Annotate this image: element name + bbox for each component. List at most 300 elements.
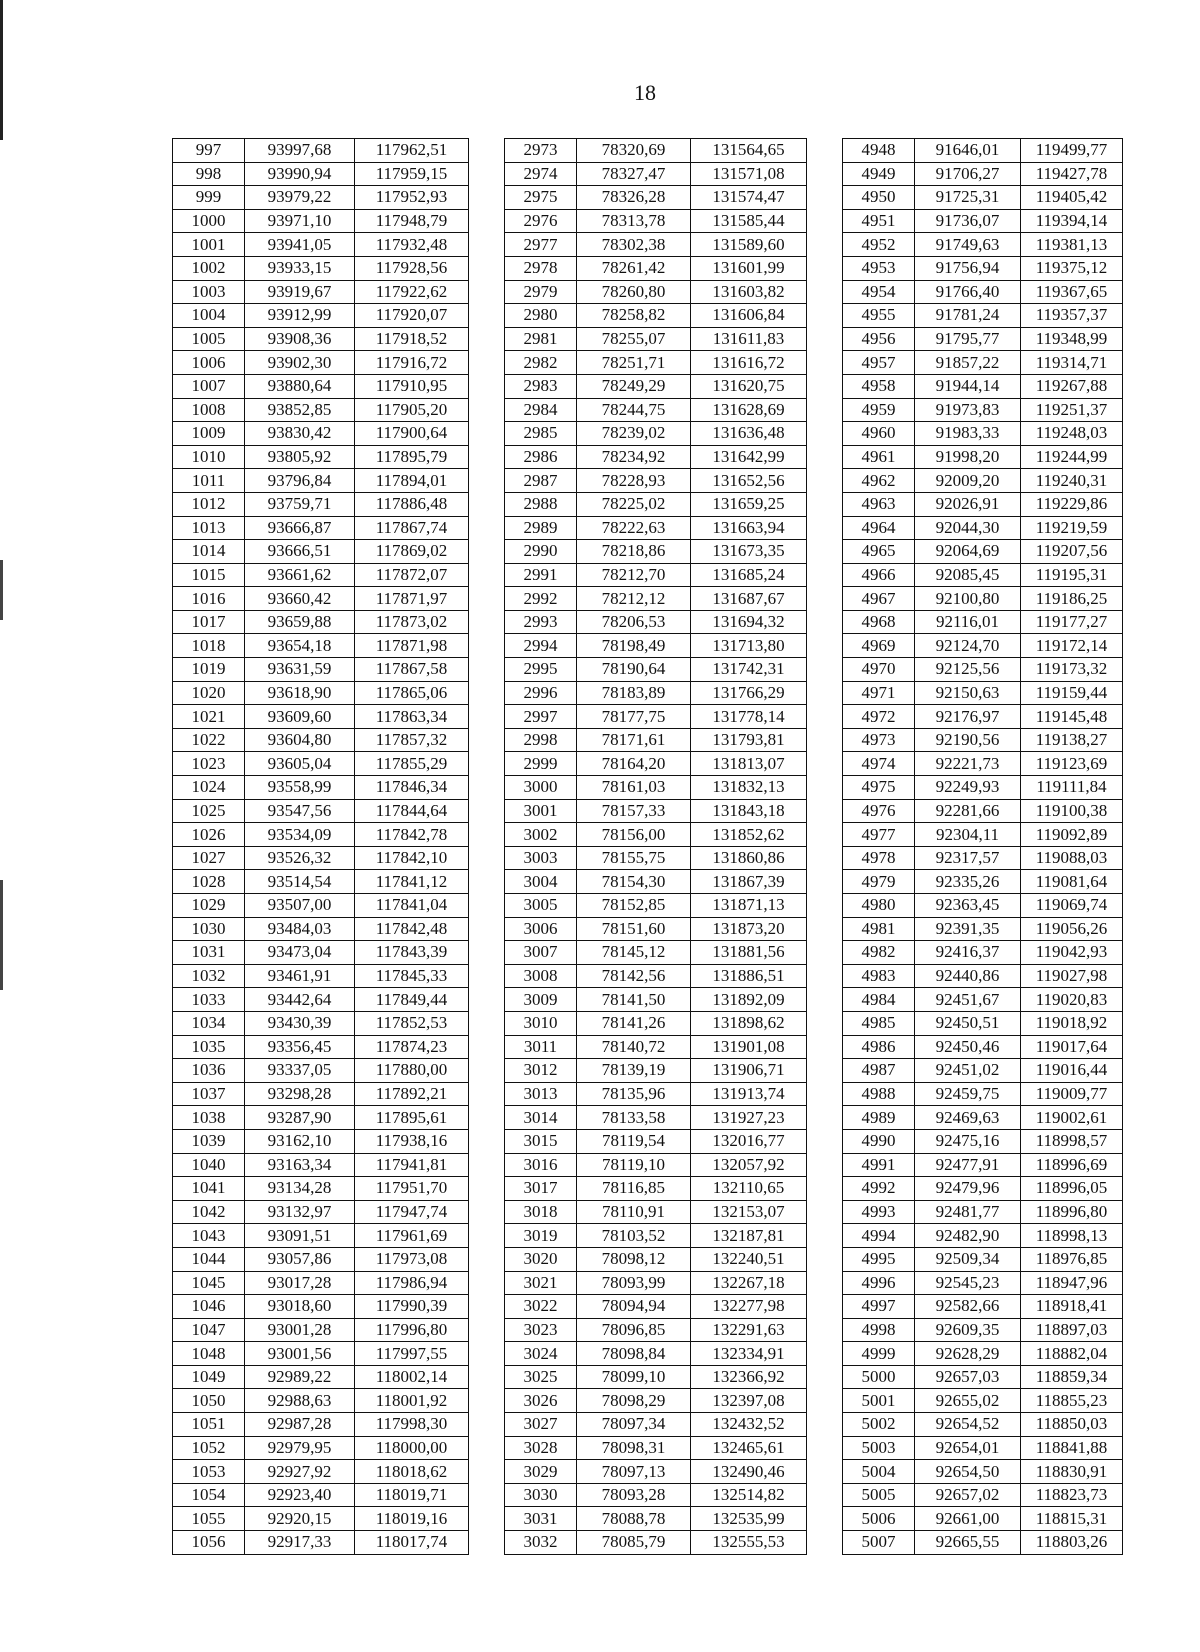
- column-gap: [807, 162, 843, 186]
- x-coordinate-cell-block-1: 93912,99: [245, 304, 355, 328]
- table-row: [173, 1177, 1123, 1201]
- point-number-cell-block-1: 1016: [173, 587, 245, 611]
- point-number-cell-block-2: 2973: [505, 139, 577, 163]
- y-coordinate-cell-block-3: 118947,96: [1021, 1271, 1123, 1295]
- table-row: [173, 705, 1123, 729]
- y-coordinate-cell-block-3: 119092,89: [1021, 823, 1123, 847]
- point-number-cell-block-3: 4973: [843, 728, 915, 752]
- column-gap: [807, 705, 843, 729]
- x-coordinate-cell-block-2: 78198,49: [577, 634, 691, 658]
- x-coordinate-cell-block-2: 78249,29: [577, 374, 691, 398]
- x-coordinate-cell-block-3: 92176,97: [915, 705, 1021, 729]
- column-gap: [807, 469, 843, 493]
- column-gap: [807, 917, 843, 941]
- point-number-cell-block-3: 4978: [843, 846, 915, 870]
- y-coordinate-cell-block-3: 118897,03: [1021, 1318, 1123, 1342]
- column-gap: [469, 870, 505, 894]
- column-gap: [469, 162, 505, 186]
- point-number-cell-block-1: 1023: [173, 752, 245, 776]
- x-coordinate-cell-block-1: 93604,80: [245, 728, 355, 752]
- point-number-cell-block-3: 4972: [843, 705, 915, 729]
- y-coordinate-cell-block-3: 119240,31: [1021, 469, 1123, 493]
- x-coordinate-cell-block-2: 78222,63: [577, 516, 691, 540]
- table-row: [173, 941, 1123, 965]
- column-gap: [469, 1106, 505, 1130]
- column-gap: [807, 445, 843, 469]
- column-gap: [469, 1177, 505, 1201]
- y-coordinate-cell-block-3: 119018,92: [1021, 1011, 1123, 1035]
- column-gap: [807, 1224, 843, 1248]
- point-number-cell-block-2: 2980: [505, 304, 577, 328]
- y-coordinate-cell-block-2: 131694,32: [691, 610, 807, 634]
- point-number-cell-block-3: 4999: [843, 1342, 915, 1366]
- column-gap: [807, 1177, 843, 1201]
- point-number-cell-block-3: 4989: [843, 1106, 915, 1130]
- y-coordinate-cell-block-1: 118017,74: [355, 1531, 469, 1555]
- point-number-cell-block-1: 1014: [173, 540, 245, 564]
- x-coordinate-cell-block-1: 93547,56: [245, 799, 355, 823]
- table-row: [173, 233, 1123, 257]
- y-coordinate-cell-block-2: 131564,65: [691, 139, 807, 163]
- y-coordinate-cell-block-3: 118996,80: [1021, 1200, 1123, 1224]
- table-row: [173, 422, 1123, 446]
- point-number-cell-block-3: 4967: [843, 587, 915, 611]
- point-number-cell-block-1: 1056: [173, 1531, 245, 1555]
- y-coordinate-cell-block-3: 118976,85: [1021, 1247, 1123, 1271]
- y-coordinate-cell-block-2: 132535,99: [691, 1507, 807, 1531]
- y-coordinate-cell-block-3: 119017,64: [1021, 1035, 1123, 1059]
- x-coordinate-cell-block-3: 92416,37: [915, 941, 1021, 965]
- y-coordinate-cell-block-1: 117844,64: [355, 799, 469, 823]
- column-gap: [807, 351, 843, 375]
- point-number-cell-block-3: 4964: [843, 516, 915, 540]
- point-number-cell-block-2: 3010: [505, 1011, 577, 1035]
- x-coordinate-cell-block-1: 93908,36: [245, 327, 355, 351]
- y-coordinate-cell-block-2: 131860,86: [691, 846, 807, 870]
- y-coordinate-cell-block-1: 117841,12: [355, 870, 469, 894]
- y-coordinate-cell-block-3: 119499,77: [1021, 139, 1123, 163]
- y-coordinate-cell-block-1: 117996,80: [355, 1318, 469, 1342]
- point-number-cell-block-2: 2984: [505, 398, 577, 422]
- column-gap: [469, 256, 505, 280]
- table-row: [173, 1413, 1123, 1437]
- y-coordinate-cell-block-1: 117932,48: [355, 233, 469, 257]
- point-number-cell-block-3: 4966: [843, 563, 915, 587]
- y-coordinate-cell-block-2: 131832,13: [691, 776, 807, 800]
- point-number-cell-block-1: 1008: [173, 398, 245, 422]
- y-coordinate-cell-block-1: 117962,51: [355, 139, 469, 163]
- y-coordinate-cell-block-1: 117880,00: [355, 1059, 469, 1083]
- x-coordinate-cell-block-3: 92475,16: [915, 1129, 1021, 1153]
- column-gap: [469, 964, 505, 988]
- point-number-cell-block-1: 1049: [173, 1365, 245, 1389]
- column-gap: [469, 492, 505, 516]
- table-row: [173, 1200, 1123, 1224]
- table-row: [173, 1011, 1123, 1035]
- column-gap: [469, 1082, 505, 1106]
- x-coordinate-cell-block-3: 92545,23: [915, 1271, 1021, 1295]
- x-coordinate-cell-block-3: 91749,63: [915, 233, 1021, 257]
- table-row: [173, 634, 1123, 658]
- y-coordinate-cell-block-1: 117865,06: [355, 681, 469, 705]
- x-coordinate-cell-block-2: 78258,82: [577, 304, 691, 328]
- y-coordinate-cell-block-1: 117874,23: [355, 1035, 469, 1059]
- column-gap: [807, 374, 843, 398]
- column-gap: [469, 917, 505, 941]
- table-row: [173, 351, 1123, 375]
- y-coordinate-cell-block-1: 117900,64: [355, 422, 469, 446]
- x-coordinate-cell-block-3: 92477,91: [915, 1153, 1021, 1177]
- y-coordinate-cell-block-1: 117938,16: [355, 1129, 469, 1153]
- y-coordinate-cell-block-2: 132514,82: [691, 1483, 807, 1507]
- point-number-cell-block-3: 4996: [843, 1271, 915, 1295]
- point-number-cell-block-2: 3021: [505, 1271, 577, 1295]
- y-coordinate-cell-block-2: 131793,81: [691, 728, 807, 752]
- y-coordinate-cell-block-1: 117916,72: [355, 351, 469, 375]
- point-number-cell-block-3: 4979: [843, 870, 915, 894]
- point-number-cell-block-1: 1044: [173, 1247, 245, 1271]
- x-coordinate-cell-block-3: 92085,45: [915, 563, 1021, 587]
- table-row: [173, 1082, 1123, 1106]
- column-gap: [469, 422, 505, 446]
- y-coordinate-cell-block-2: 131601,99: [691, 256, 807, 280]
- y-coordinate-cell-block-2: 132490,46: [691, 1460, 807, 1484]
- x-coordinate-cell-block-3: 92450,51: [915, 1011, 1021, 1035]
- x-coordinate-cell-block-1: 93484,03: [245, 917, 355, 941]
- x-coordinate-cell-block-1: 93796,84: [245, 469, 355, 493]
- y-coordinate-cell-block-1: 117842,78: [355, 823, 469, 847]
- x-coordinate-cell-block-2: 78135,96: [577, 1082, 691, 1106]
- x-coordinate-cell-block-1: 92989,22: [245, 1365, 355, 1389]
- y-coordinate-cell-block-2: 132334,91: [691, 1342, 807, 1366]
- x-coordinate-cell-block-2: 78228,93: [577, 469, 691, 493]
- column-gap: [807, 610, 843, 634]
- point-number-cell-block-3: 4971: [843, 681, 915, 705]
- point-number-cell-block-1: 1018: [173, 634, 245, 658]
- point-number-cell-block-2: 3025: [505, 1365, 577, 1389]
- x-coordinate-cell-block-2: 78110,91: [577, 1200, 691, 1224]
- y-coordinate-cell-block-1: 117845,33: [355, 964, 469, 988]
- table-row: [173, 1365, 1123, 1389]
- y-coordinate-cell-block-1: 117857,32: [355, 728, 469, 752]
- y-coordinate-cell-block-2: 131685,24: [691, 563, 807, 587]
- column-gap: [469, 634, 505, 658]
- x-coordinate-cell-block-3: 92481,77: [915, 1200, 1021, 1224]
- table-row: [173, 469, 1123, 493]
- point-number-cell-block-3: 4986: [843, 1035, 915, 1059]
- x-coordinate-cell-block-1: 93473,04: [245, 941, 355, 965]
- x-coordinate-cell-block-3: 92469,63: [915, 1106, 1021, 1130]
- x-coordinate-cell-block-1: 93618,90: [245, 681, 355, 705]
- table-row: [173, 728, 1123, 752]
- x-coordinate-cell-block-2: 78326,28: [577, 186, 691, 210]
- column-gap: [807, 256, 843, 280]
- x-coordinate-cell-block-1: 93666,51: [245, 540, 355, 564]
- y-coordinate-cell-block-1: 118000,00: [355, 1436, 469, 1460]
- x-coordinate-cell-block-3: 92665,55: [915, 1531, 1021, 1555]
- table-row: [173, 799, 1123, 823]
- y-coordinate-cell-block-3: 118803,26: [1021, 1531, 1123, 1555]
- point-number-cell-block-3: 4982: [843, 941, 915, 965]
- x-coordinate-cell-block-1: 93605,04: [245, 752, 355, 776]
- point-number-cell-block-2: 2994: [505, 634, 577, 658]
- table-row: [173, 1271, 1123, 1295]
- x-coordinate-cell-block-1: 93018,60: [245, 1295, 355, 1319]
- y-coordinate-cell-block-2: 131852,62: [691, 823, 807, 847]
- y-coordinate-cell-block-3: 119248,03: [1021, 422, 1123, 446]
- y-coordinate-cell-block-2: 131659,25: [691, 492, 807, 516]
- y-coordinate-cell-block-1: 117867,74: [355, 516, 469, 540]
- y-coordinate-cell-block-1: 117895,61: [355, 1106, 469, 1130]
- y-coordinate-cell-block-2: 131673,35: [691, 540, 807, 564]
- x-coordinate-cell-block-1: 93659,88: [245, 610, 355, 634]
- x-coordinate-cell-block-1: 93356,45: [245, 1035, 355, 1059]
- point-number-cell-block-1: 1051: [173, 1413, 245, 1437]
- point-number-cell-block-1: 1054: [173, 1483, 245, 1507]
- y-coordinate-cell-block-2: 132397,08: [691, 1389, 807, 1413]
- x-coordinate-cell-block-1: 93287,90: [245, 1106, 355, 1130]
- point-number-cell-block-3: 5003: [843, 1436, 915, 1460]
- x-coordinate-cell-block-2: 78183,89: [577, 681, 691, 705]
- y-coordinate-cell-block-3: 119186,25: [1021, 587, 1123, 611]
- point-number-cell-block-2: 2978: [505, 256, 577, 280]
- point-number-cell-block-1: 1024: [173, 776, 245, 800]
- point-number-cell-block-2: 2977: [505, 233, 577, 257]
- point-number-cell-block-1: 1032: [173, 964, 245, 988]
- y-coordinate-cell-block-2: 131843,18: [691, 799, 807, 823]
- column-gap: [469, 728, 505, 752]
- x-coordinate-cell-block-1: 93298,28: [245, 1082, 355, 1106]
- y-coordinate-cell-block-1: 117922,62: [355, 280, 469, 304]
- y-coordinate-cell-block-3: 119348,99: [1021, 327, 1123, 351]
- y-coordinate-cell-block-1: 117895,79: [355, 445, 469, 469]
- point-number-cell-block-1: 999: [173, 186, 245, 210]
- point-number-cell-block-2: 2989: [505, 516, 577, 540]
- y-coordinate-cell-block-1: 117973,08: [355, 1247, 469, 1271]
- x-coordinate-cell-block-2: 78190,64: [577, 658, 691, 682]
- table-row: [173, 256, 1123, 280]
- x-coordinate-cell-block-3: 91725,31: [915, 186, 1021, 210]
- x-coordinate-cell-block-3: 91756,94: [915, 256, 1021, 280]
- x-coordinate-cell-block-1: 93057,86: [245, 1247, 355, 1271]
- y-coordinate-cell-block-2: 131778,14: [691, 705, 807, 729]
- column-gap: [469, 516, 505, 540]
- x-coordinate-cell-block-3: 92190,56: [915, 728, 1021, 752]
- x-coordinate-cell-block-3: 92657,03: [915, 1365, 1021, 1389]
- y-coordinate-cell-block-2: 132153,07: [691, 1200, 807, 1224]
- point-number-cell-block-3: 5007: [843, 1531, 915, 1555]
- x-coordinate-cell-block-2: 78133,58: [577, 1106, 691, 1130]
- x-coordinate-cell-block-3: 92304,11: [915, 823, 1021, 847]
- x-coordinate-cell-block-3: 92363,45: [915, 894, 1021, 918]
- x-coordinate-cell-block-2: 78116,85: [577, 1177, 691, 1201]
- x-coordinate-cell-block-3: 92124,70: [915, 634, 1021, 658]
- scan-edge-mark: [0, 0, 3, 140]
- x-coordinate-cell-block-3: 92450,46: [915, 1035, 1021, 1059]
- point-number-cell-block-2: 2997: [505, 705, 577, 729]
- column-gap: [807, 1200, 843, 1224]
- column-gap: [469, 894, 505, 918]
- point-number-cell-block-3: 4954: [843, 280, 915, 304]
- point-number-cell-block-1: 1040: [173, 1153, 245, 1177]
- x-coordinate-cell-block-1: 93163,34: [245, 1153, 355, 1177]
- table-row: [173, 681, 1123, 705]
- column-gap: [807, 1011, 843, 1035]
- point-number-cell-block-3: 4987: [843, 1059, 915, 1083]
- column-gap: [807, 516, 843, 540]
- point-number-cell-block-3: 4948: [843, 139, 915, 163]
- point-number-cell-block-2: 3032: [505, 1531, 577, 1555]
- x-coordinate-cell-block-2: 78097,13: [577, 1460, 691, 1484]
- point-number-cell-block-2: 2976: [505, 209, 577, 233]
- x-coordinate-cell-block-3: 91795,77: [915, 327, 1021, 351]
- point-number-cell-block-3: 4970: [843, 658, 915, 682]
- x-coordinate-cell-block-2: 78155,75: [577, 846, 691, 870]
- x-coordinate-cell-block-3: 92479,96: [915, 1177, 1021, 1201]
- column-gap: [807, 422, 843, 446]
- point-number-cell-block-2: 2993: [505, 610, 577, 634]
- y-coordinate-cell-block-1: 117986,94: [355, 1271, 469, 1295]
- point-number-cell-block-1: 1019: [173, 658, 245, 682]
- x-coordinate-cell-block-2: 78097,34: [577, 1413, 691, 1437]
- point-number-cell-block-1: 1036: [173, 1059, 245, 1083]
- table-row: [173, 587, 1123, 611]
- table-row: [173, 492, 1123, 516]
- y-coordinate-cell-block-1: 117947,74: [355, 1200, 469, 1224]
- y-coordinate-cell-block-3: 119195,31: [1021, 563, 1123, 587]
- table-row: [173, 870, 1123, 894]
- point-number-cell-block-3: 4960: [843, 422, 915, 446]
- column-gap: [807, 658, 843, 682]
- column-gap: [469, 280, 505, 304]
- x-coordinate-cell-block-1: 93997,68: [245, 139, 355, 163]
- table-row: [173, 1224, 1123, 1248]
- x-coordinate-cell-block-3: 91983,33: [915, 422, 1021, 446]
- column-gap: [469, 1200, 505, 1224]
- table-row: [173, 658, 1123, 682]
- point-number-cell-block-3: 4998: [843, 1318, 915, 1342]
- x-coordinate-cell-block-1: 93933,15: [245, 256, 355, 280]
- x-coordinate-cell-block-3: 92609,35: [915, 1318, 1021, 1342]
- column-gap: [469, 1153, 505, 1177]
- column-gap: [469, 587, 505, 611]
- point-number-cell-block-2: 3007: [505, 941, 577, 965]
- x-coordinate-cell-block-1: 92979,95: [245, 1436, 355, 1460]
- point-number-cell-block-1: 1034: [173, 1011, 245, 1035]
- x-coordinate-cell-block-3: 92317,57: [915, 846, 1021, 870]
- x-coordinate-cell-block-1: 93880,64: [245, 374, 355, 398]
- y-coordinate-cell-block-3: 118998,13: [1021, 1224, 1123, 1248]
- x-coordinate-cell-block-3: 92451,67: [915, 988, 1021, 1012]
- point-number-cell-block-2: 3024: [505, 1342, 577, 1366]
- y-coordinate-cell-block-1: 118018,62: [355, 1460, 469, 1484]
- x-coordinate-cell-block-2: 78255,07: [577, 327, 691, 351]
- point-number-cell-block-2: 2990: [505, 540, 577, 564]
- x-coordinate-cell-block-1: 93001,56: [245, 1342, 355, 1366]
- column-gap: [807, 540, 843, 564]
- x-coordinate-cell-block-3: 92459,75: [915, 1082, 1021, 1106]
- y-coordinate-cell-block-1: 117959,15: [355, 162, 469, 186]
- y-coordinate-cell-block-2: 131813,07: [691, 752, 807, 776]
- x-coordinate-cell-block-2: 78151,60: [577, 917, 691, 941]
- column-gap: [807, 1295, 843, 1319]
- column-gap: [807, 1106, 843, 1130]
- y-coordinate-cell-block-2: 132016,77: [691, 1129, 807, 1153]
- point-number-cell-block-3: 4949: [843, 162, 915, 186]
- column-gap: [807, 634, 843, 658]
- y-coordinate-cell-block-3: 119314,71: [1021, 351, 1123, 375]
- x-coordinate-cell-block-1: 93941,05: [245, 233, 355, 257]
- y-coordinate-cell-block-1: 117948,79: [355, 209, 469, 233]
- x-coordinate-cell-block-2: 78154,30: [577, 870, 691, 894]
- y-coordinate-cell-block-1: 117863,34: [355, 705, 469, 729]
- y-coordinate-cell-block-3: 119229,86: [1021, 492, 1123, 516]
- point-number-cell-block-1: 1002: [173, 256, 245, 280]
- column-gap: [807, 1389, 843, 1413]
- y-coordinate-cell-block-2: 132187,81: [691, 1224, 807, 1248]
- point-number-cell-block-3: 4983: [843, 964, 915, 988]
- y-coordinate-cell-block-3: 119016,44: [1021, 1059, 1123, 1083]
- table-row: [173, 540, 1123, 564]
- table-row: [173, 1460, 1123, 1484]
- y-coordinate-cell-block-3: 119427,78: [1021, 162, 1123, 186]
- x-coordinate-cell-block-2: 78141,26: [577, 1011, 691, 1035]
- y-coordinate-cell-block-3: 119367,65: [1021, 280, 1123, 304]
- point-number-cell-block-1: 1020: [173, 681, 245, 705]
- x-coordinate-cell-block-2: 78161,03: [577, 776, 691, 800]
- point-number-cell-block-3: 4953: [843, 256, 915, 280]
- column-gap: [469, 1389, 505, 1413]
- x-coordinate-cell-block-2: 78099,10: [577, 1365, 691, 1389]
- x-coordinate-cell-block-1: 93430,39: [245, 1011, 355, 1035]
- column-gap: [807, 799, 843, 823]
- column-gap: [807, 894, 843, 918]
- x-coordinate-cell-block-2: 78096,85: [577, 1318, 691, 1342]
- y-coordinate-cell-block-1: 117871,98: [355, 634, 469, 658]
- y-coordinate-cell-block-3: 119020,83: [1021, 988, 1123, 1012]
- point-number-cell-block-1: 1015: [173, 563, 245, 587]
- y-coordinate-cell-block-1: 117855,29: [355, 752, 469, 776]
- y-coordinate-cell-block-3: 119100,38: [1021, 799, 1123, 823]
- point-number-cell-block-1: 1010: [173, 445, 245, 469]
- point-number-cell-block-1: 1046: [173, 1295, 245, 1319]
- x-coordinate-cell-block-1: 93442,64: [245, 988, 355, 1012]
- table-row: [173, 1342, 1123, 1366]
- table-row: [173, 1389, 1123, 1413]
- x-coordinate-cell-block-1: 93507,00: [245, 894, 355, 918]
- x-coordinate-cell-block-3: 92661,00: [915, 1507, 1021, 1531]
- scan-edge-mark: [0, 560, 3, 620]
- x-coordinate-cell-block-2: 78239,02: [577, 422, 691, 446]
- point-number-cell-block-2: 3028: [505, 1436, 577, 1460]
- y-coordinate-cell-block-3: 119173,32: [1021, 658, 1123, 682]
- table-row: [173, 752, 1123, 776]
- y-coordinate-cell-block-2: 131585,44: [691, 209, 807, 233]
- y-coordinate-cell-block-3: 119027,98: [1021, 964, 1123, 988]
- y-coordinate-cell-block-1: 117951,70: [355, 1177, 469, 1201]
- point-number-cell-block-3: 4969: [843, 634, 915, 658]
- y-coordinate-cell-block-3: 119207,56: [1021, 540, 1123, 564]
- column-gap: [807, 1271, 843, 1295]
- column-gap: [469, 1342, 505, 1366]
- point-number-cell-block-2: 2981: [505, 327, 577, 351]
- y-coordinate-cell-block-3: 119069,74: [1021, 894, 1123, 918]
- x-coordinate-cell-block-2: 78206,53: [577, 610, 691, 634]
- y-coordinate-cell-block-2: 132291,63: [691, 1318, 807, 1342]
- column-gap: [469, 209, 505, 233]
- y-coordinate-cell-block-3: 119056,26: [1021, 917, 1123, 941]
- point-number-cell-block-1: 998: [173, 162, 245, 186]
